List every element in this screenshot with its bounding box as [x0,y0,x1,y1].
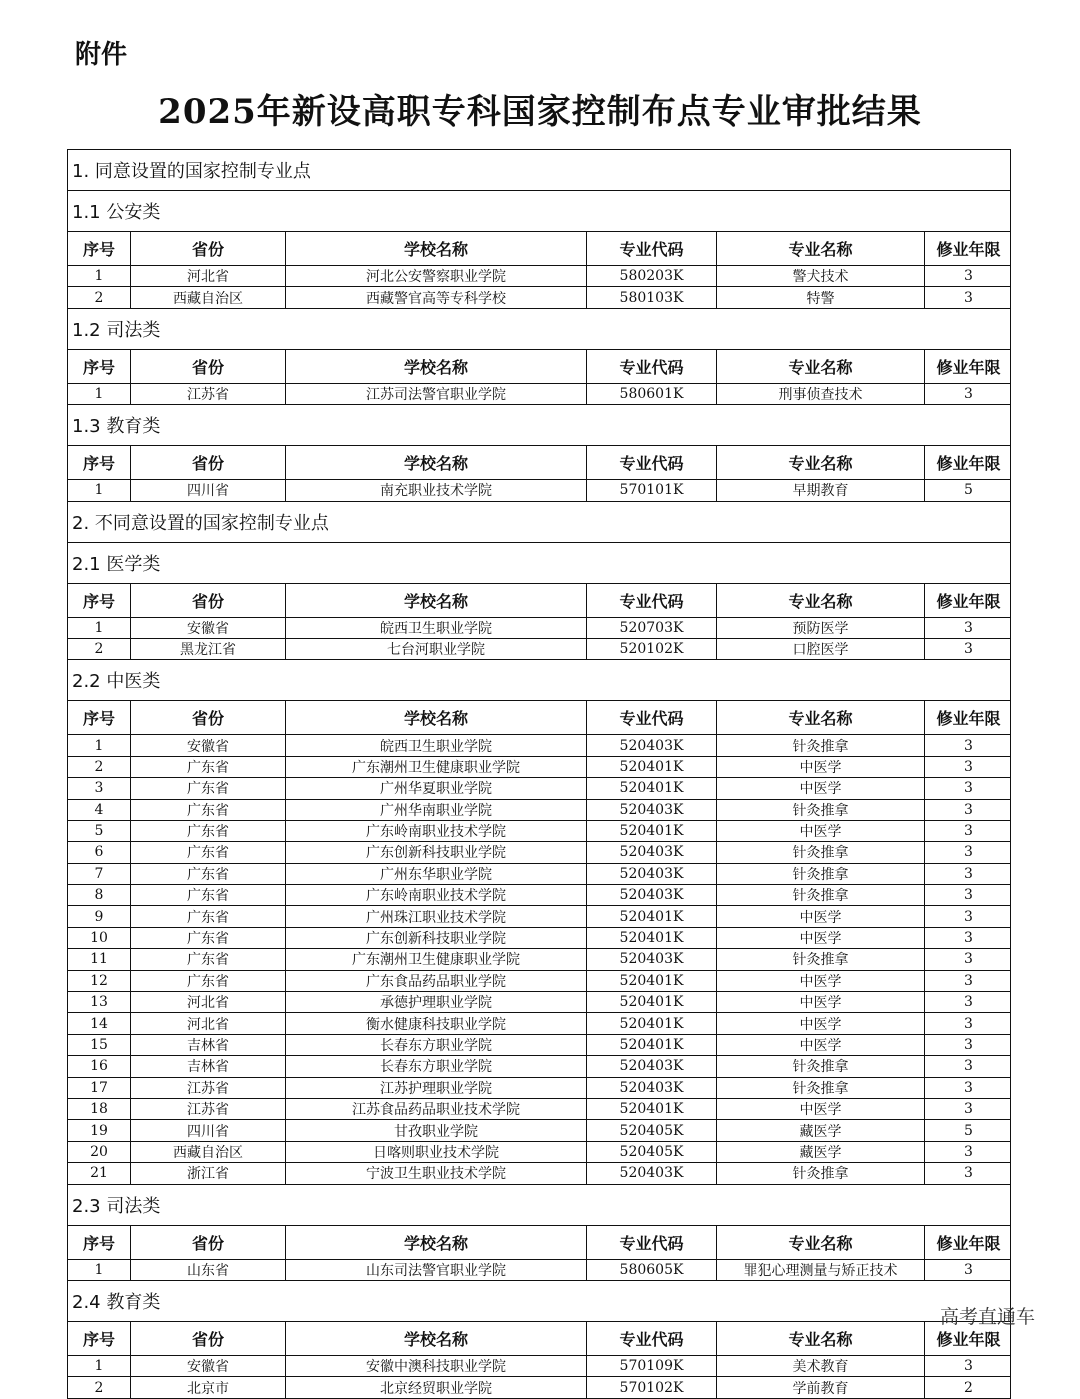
cell-study-years: 3 [924,1142,1012,1162]
cell-major-code: 520401K [586,757,716,777]
table-row [68,1355,1010,1376]
cell-major-name: 早期教育 [716,480,924,500]
cell-school-name: 广州华夏职业学院 [285,778,586,798]
cell-row-number: 1 [94,1358,104,1375]
cell-major-code: 520102K [586,639,716,659]
cell-major-name: 针灸推拿 [716,864,924,884]
cell-major-name: 特警 [716,287,924,307]
cell-major-name: 中医学 [716,1099,924,1119]
column-header-school-name: 学校名称 [285,1322,586,1355]
column-header-major-name: 专业名称 [716,350,924,383]
cell-province: 广东省 [130,778,285,798]
column-header-row-number: 序号 [82,1329,115,1349]
cell-major-name: 针灸推拿 [716,842,924,862]
cell-row-number: 8 [94,887,104,904]
cell-school-name: 江苏护理职业学院 [285,1078,586,1098]
cell-row-number: 5 [94,823,104,840]
cell-major-name: 口腔医学 [716,639,924,659]
cell-row-number: 21 [90,1165,108,1182]
table-row [68,1055,1010,1076]
table-row [68,884,1010,905]
cell-province: 广东省 [130,949,285,969]
cell-province: 西藏自治区 [130,1142,285,1162]
category-heading: 1.2 司法类 [68,308,1010,349]
column-header-study-years: 修业年限 [924,350,1012,383]
cell-school-name: 长春东方职业学院 [285,1056,586,1076]
cell-row-number: 1 [94,1261,104,1278]
cell-major-code: 520403K [586,735,716,755]
cell-school-name: 广东潮州卫生健康职业学院 [285,949,586,969]
cell-major-name: 针灸推拿 [716,1163,924,1183]
column-header-major-code: 专业代码 [586,1226,716,1259]
table-row [68,383,1010,404]
cell-major-code: 580601K [586,384,716,404]
table-row [68,1098,1010,1119]
cell-school-name: 承德护理职业学院 [285,992,586,1012]
cell-province: 广东省 [130,885,285,905]
cell-school-name: 日喀则职业技术学院 [285,1142,586,1162]
cell-major-code: 520401K [586,1099,716,1119]
column-header-major-name: 专业名称 [716,1322,924,1355]
cell-major-code: 520401K [586,906,716,926]
cell-row-number: 7 [94,865,104,882]
cell-major-name: 中医学 [716,928,924,948]
column-header-row-number: 序号 [82,1233,115,1253]
cell-major-code: 580203K [586,266,716,286]
cell-study-years: 3 [924,885,1012,905]
cell-province: 江苏省 [130,1099,285,1119]
cell-school-name: 宁波卫生职业技术学院 [285,1163,586,1183]
document-title: 2025年新设高职专科国家控制布点专业审批结果 [158,92,922,132]
table-row [68,863,1010,884]
cell-major-name: 针灸推拿 [716,885,924,905]
table-row [68,927,1010,948]
cell-row-number: 14 [90,1015,108,1032]
column-header-school-name: 学校名称 [285,446,586,479]
cell-province: 江苏省 [130,384,285,404]
cell-row-number: 2 [94,289,104,306]
cell-row-number: 3 [94,780,104,797]
cell-row-number: 6 [94,844,104,861]
cell-province: 广东省 [130,842,285,862]
column-header-major-code: 专业代码 [586,232,716,265]
table-row [68,991,1010,1012]
cell-row-number: 1 [94,385,104,402]
cell-province: 安徽省 [130,1356,285,1376]
column-header-major-code: 专业代码 [586,584,716,617]
table-row [68,1119,1010,1140]
table-row [68,970,1010,991]
cell-major-code: 580103K [586,287,716,307]
table-row [68,841,1010,862]
cell-major-code: 520405K [586,1120,716,1140]
category-heading: 2.3 司法类 [68,1184,1010,1225]
cell-major-name: 中医学 [716,757,924,777]
cell-major-code: 520403K [586,842,716,862]
cell-major-code: 520403K [586,949,716,969]
table-header-row [68,231,1010,265]
cell-study-years: 3 [924,778,1012,798]
cell-study-years: 3 [924,864,1012,884]
table-row [68,1162,1010,1183]
cell-study-years: 3 [924,800,1012,820]
cell-study-years: 3 [924,928,1012,948]
cell-province: 浙江省 [130,1163,285,1183]
cell-major-name: 针灸推拿 [716,1056,924,1076]
table-row [68,799,1010,820]
cell-row-number: 10 [90,930,108,947]
cell-province: 广东省 [130,757,285,777]
column-header-major-name: 专业名称 [716,1226,924,1259]
column-header-major-code: 专业代码 [586,350,716,383]
cell-province: 河北省 [130,1013,285,1033]
cell-row-number: 18 [90,1101,108,1118]
column-header-row-number: 序号 [82,591,115,611]
table-row [68,1141,1010,1162]
cell-province: 河北省 [130,992,285,1012]
cell-school-name: 西藏警官高等专科学校 [285,287,586,307]
cell-study-years: 3 [924,639,1012,659]
table-row [68,734,1010,755]
cell-study-years: 5 [924,480,1012,500]
cell-school-name: 安徽中澳科技职业学院 [285,1356,586,1376]
cell-province: 安徽省 [130,618,285,638]
cell-province: 广东省 [130,864,285,884]
cell-study-years: 3 [924,949,1012,969]
cell-major-code: 520403K [586,1163,716,1183]
cell-major-code: 570102K [586,1377,716,1397]
cell-row-number: 17 [90,1079,108,1096]
column-header-province: 省份 [130,350,285,383]
cell-study-years: 5 [924,1120,1012,1140]
cell-row-number: 1 [94,482,104,499]
cell-school-name: 甘孜职业学院 [285,1120,586,1140]
cell-study-years: 3 [924,906,1012,926]
cell-major-code: 520401K [586,1035,716,1055]
cell-school-name: 广州珠江职业技术学院 [285,906,586,926]
cell-major-name: 警犬技术 [716,266,924,286]
cell-school-name: 皖西卫生职业学院 [285,735,586,755]
cell-study-years: 3 [924,266,1012,286]
cell-row-number: 1 [94,737,104,754]
column-header-province: 省份 [130,232,285,265]
table-header-row [68,445,1010,479]
cell-major-code: 520401K [586,1013,716,1033]
cell-province: 北京市 [130,1377,285,1397]
table-row [68,948,1010,969]
column-header-province: 省份 [130,446,285,479]
cell-row-number: 2 [94,1379,104,1396]
cell-major-code: 520401K [586,778,716,798]
column-header-row-number: 序号 [82,240,115,259]
table-row [68,479,1010,500]
cell-major-code: 520403K [586,864,716,884]
cell-major-name: 针灸推拿 [716,735,924,755]
cell-major-code: 570109K [586,1356,716,1376]
section-heading: 2. 不同意设置的国家控制专业点 [68,501,1010,542]
table-header-row [68,1225,1010,1259]
table-header-row [68,1321,1010,1355]
cell-major-code: 520403K [586,1078,716,1098]
cell-major-code: 580605K [586,1260,716,1280]
section-heading: 1. 同意设置的国家控制专业点 [72,161,311,182]
cell-major-name: 中医学 [716,778,924,798]
cell-province: 黑龙江省 [130,639,285,659]
column-header-study-years: 修业年限 [924,701,1012,734]
column-header-study-years: 修业年限 [924,446,1012,479]
cell-major-code: 520401K [586,821,716,841]
cell-province: 山东省 [130,1260,285,1280]
cell-major-code: 520401K [586,992,716,1012]
column-header-row-number: 序号 [82,357,115,377]
table-header-row [68,583,1010,617]
cell-study-years: 3 [924,287,1012,307]
cell-school-name: 衡水健康科技职业学院 [285,1013,586,1033]
cell-major-code: 520401K [586,928,716,948]
table-row [68,1077,1010,1098]
cell-major-name: 中医学 [716,906,924,926]
table-row [68,1259,1010,1280]
column-header-major-name: 专业名称 [716,584,924,617]
cell-major-code: 520405K [586,1142,716,1162]
cell-major-name: 学前教育 [716,1377,924,1397]
cell-province: 四川省 [130,480,285,500]
cell-major-name: 中医学 [716,821,924,841]
table-row [68,286,1010,307]
cell-major-name: 中医学 [716,1013,924,1033]
cell-school-name: 广东食品药品职业学院 [285,971,586,991]
column-header-row-number: 序号 [82,709,115,729]
table-header-row [68,700,1010,734]
table-row [68,905,1010,926]
cell-school-name: 江苏司法警官职业学院 [285,384,586,404]
cell-province: 河北省 [130,266,285,286]
column-header-province: 省份 [130,584,285,617]
table-row [68,820,1010,841]
cell-study-years: 3 [924,735,1012,755]
cell-province: 西藏自治区 [130,287,285,307]
table-row [68,1376,1010,1397]
cell-major-code: 520403K [586,885,716,905]
cell-major-name: 针灸推拿 [716,949,924,969]
cell-province: 安徽省 [130,735,285,755]
category-heading: 2.2 中医类 [68,659,1010,700]
cell-school-name: 山东司法警官职业学院 [285,1260,586,1280]
cell-school-name: 广州东华职业学院 [285,864,586,884]
cell-row-number: 9 [94,908,104,925]
cell-school-name: 广东创新科技职业学院 [285,928,586,948]
column-header-province: 省份 [130,701,285,734]
cell-school-name: 长春东方职业学院 [285,1035,586,1055]
cell-province: 四川省 [130,1120,285,1140]
cell-school-name: 广东岭南职业技术学院 [285,821,586,841]
cell-row-number: 15 [90,1037,108,1053]
cell-major-name: 美术教育 [716,1356,924,1376]
cell-study-years: 3 [924,1035,1012,1055]
cell-major-name: 中医学 [716,971,924,991]
cell-row-number: 20 [90,1143,108,1160]
cell-study-years: 3 [924,384,1012,404]
cell-major-name: 藏医学 [716,1142,924,1162]
column-header-school-name: 学校名称 [285,232,586,265]
cell-major-code: 520403K [586,800,716,820]
category-heading: 1.3 教育类 [68,404,1010,445]
cell-study-years: 2 [924,1377,1012,1397]
cell-study-years: 3 [924,992,1012,1012]
cell-school-name: 七台河职业学院 [285,639,586,659]
cell-province: 吉林省 [130,1056,285,1076]
category-heading: 1.1 公安类 [68,190,1010,231]
column-header-study-years: 修业年限 [924,1322,1012,1355]
cell-row-number: 13 [90,994,108,1011]
cell-study-years: 3 [924,1056,1012,1076]
column-header-major-name: 专业名称 [716,701,924,734]
cell-school-name: 广东岭南职业技术学院 [285,885,586,905]
cell-row-number: 2 [94,641,104,658]
cell-study-years: 3 [924,1078,1012,1098]
table-header-row [68,349,1010,383]
cell-school-name: 广州华南职业学院 [285,800,586,820]
column-header-major-name: 专业名称 [716,446,924,479]
cell-row-number: 19 [90,1122,108,1139]
cell-province: 广东省 [130,906,285,926]
cell-school-name: 广东潮州卫生健康职业学院 [285,757,586,777]
cell-study-years: 3 [924,1163,1012,1183]
cell-row-number: 11 [90,951,108,968]
cell-school-name: 广东创新科技职业学院 [285,842,586,862]
cell-school-name: 南充职业技术学院 [285,480,586,500]
cell-major-code: 520703K [586,618,716,638]
cell-school-name: 北京经贸职业学院 [285,1377,586,1397]
cell-major-name: 罪犯心理测量与矫正技术 [716,1260,924,1280]
cell-province: 广东省 [130,971,285,991]
cell-major-code: 570101K [586,480,716,500]
cell-school-name: 皖西卫生职业学院 [285,618,586,638]
column-header-study-years: 修业年限 [924,1226,1012,1259]
cell-study-years: 3 [924,1013,1012,1033]
column-header-study-years: 修业年限 [924,584,1012,617]
cell-major-code: 520401K [586,971,716,991]
column-header-province: 省份 [130,1226,285,1259]
cell-province: 江苏省 [130,1078,285,1098]
table-row [68,1012,1010,1033]
cell-major-name: 预防医学 [716,618,924,638]
table-row [68,756,1010,777]
column-header-study-years: 修业年限 [924,232,1012,265]
cell-major-name: 针灸推拿 [716,1078,924,1098]
cell-row-number: 12 [90,972,108,989]
table-row [68,777,1010,798]
watermark-text: 高考直通车 [940,1306,1036,1328]
column-header-major-code: 专业代码 [586,446,716,479]
cell-school-name: 河北公安警察职业学院 [285,266,586,286]
cell-row-number: 1 [94,619,104,636]
cell-row-number: 2 [94,758,104,775]
cell-row-number: 4 [94,801,104,818]
cell-province: 吉林省 [130,1035,285,1055]
category-heading: 2.1 医学类 [68,542,1010,583]
category-heading: 2.4 教育类 [68,1280,1010,1321]
cell-study-years: 3 [924,618,1012,638]
cell-study-years: 3 [924,971,1012,991]
approval-results-table [67,149,1011,1399]
attachment-label: 附件 [75,40,128,70]
cell-row-number: 16 [90,1058,108,1075]
cell-study-years: 3 [924,821,1012,841]
table-row [68,265,1010,286]
column-header-major-code: 专业代码 [586,701,716,734]
table-row [68,638,1010,659]
column-header-school-name: 学校名称 [285,701,586,734]
cell-study-years: 3 [924,1099,1012,1119]
table-row [68,617,1010,638]
cell-province: 广东省 [130,821,285,841]
table-row [68,1034,1010,1055]
column-header-major-name: 专业名称 [716,232,924,265]
cell-major-name: 针灸推拿 [716,800,924,820]
column-header-row-number: 序号 [82,454,115,474]
cell-major-name: 藏医学 [716,1120,924,1140]
cell-study-years: 3 [924,842,1012,862]
cell-study-years: 3 [924,1356,1012,1376]
column-header-school-name: 学校名称 [285,350,586,383]
cell-major-name: 中医学 [716,1035,924,1055]
cell-study-years: 3 [924,757,1012,777]
cell-major-name: 刑事侦查技术 [716,384,924,404]
cell-province: 广东省 [130,928,285,948]
cell-province: 广东省 [130,800,285,820]
cell-school-name: 江苏食品药品职业技术学院 [285,1099,586,1119]
column-header-province: 省份 [130,1322,285,1355]
cell-major-code: 520403K [586,1056,716,1076]
column-header-major-code: 专业代码 [586,1322,716,1355]
cell-study-years: 3 [924,1260,1012,1280]
cell-row-number: 1 [94,268,104,285]
column-header-school-name: 学校名称 [285,1226,586,1259]
cell-major-name: 中医学 [716,992,924,1012]
column-header-school-name: 学校名称 [285,584,586,617]
